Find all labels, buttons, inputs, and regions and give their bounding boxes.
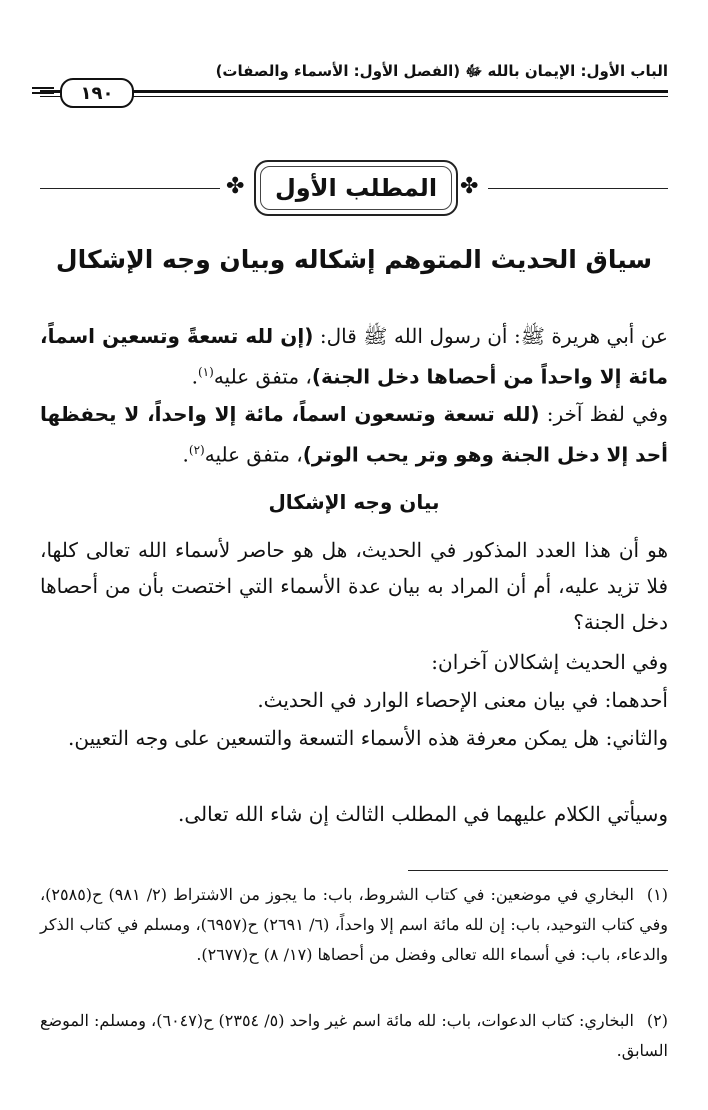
hadith-intro: وفي لفظ آخر: <box>539 402 668 426</box>
section-title: المطلب الأول <box>274 174 438 202</box>
hadith-reference: ، متفق عليه <box>204 442 303 467</box>
footnote-text: البخاري في موضعين: في كتاب الشروط، باب: ما يجوز من الاشتراط (٢/ ٩٨١) ح(٢٥٨٥)، وفي كتاب التوحيد، باب: إن لله مائة اسم إلا واحداً، (٦/ ٢٦٩١) ح(٦٩٥٧)، ومسلم في كتاب الذكر والدعاء، باب: في أسماء الله تعالى وفضل من أحصاها (١٧/ ٨) ح(٢٦٧٧). <box>40 885 669 964</box>
body-paragraph-3: أحدهما: في بيان معنى الإحصاء الوارد في الحديث. <box>257 688 668 712</box>
body-paragraph-4: والثاني: هل يمكن معرفة هذه الأسماء التسعة والتسعين على وجه التعيين. <box>67 726 668 750</box>
body-paragraph-5: وسيأتي الكلام عليهما في المطلب الثالث إن شاء الله تعالى. <box>177 802 668 826</box>
hadith-text: (إن لله تسعةً وتسعين اسماً، مائة إلا واحداً من أحصاها دخل الجنة) <box>40 324 668 389</box>
hadith-paragraph-1: عن أبي هريرة ﷺ: أن رسول الله ﷺ قال: (إن لله تسعةً وتسعين اسماً، مائة إلا واحداً من أحصاها دخل الجنة)، متفق عليه$^{(١)}$. <box>40 324 668 389</box>
body-paragraph-2: وفي الحديث إشكالان آخران: <box>431 650 668 674</box>
footnote-1 <box>40 880 668 970</box>
header-rule <box>40 90 668 97</box>
hadith-intro: عن أبي هريرة ﷺ: أن رسول الله ﷺ قال: <box>313 324 668 348</box>
body-paragraph-1: هو أن هذا العدد المذكور في الحديث، هل هو حاصر لأسماء الله تعالى كلها، فلا تزيد عليه، أم أن المراد به بيان عدة الأسماء التي اختصت بأن من أحصاها دخل الجنة؟ <box>40 538 668 634</box>
subheading: بيان وجه الإشكال <box>268 490 440 514</box>
section-rule-right <box>488 188 668 189</box>
footnote-marker[interactable]: (١) <box>197 365 214 379</box>
footnote-rule <box>408 870 668 871</box>
page-heading: سياق الحديث المتوهم إشكاله وبيان وجه الإشكال <box>55 245 653 274</box>
footnote-2 <box>40 1006 668 1066</box>
hadith-text: (لله تسعة وتسعون اسماً، مائة إلا واحداً، لا يحفظها أحد إلا دخل الجنة وهو وتر يحب الوتر) <box>40 402 668 467</box>
hadith-paragraph-2: وفي لفظ آخر: (لله تسعة وتسعون اسماً، مائة إلا واحداً، لا يحفظها أحد إلا دخل الجنة وهو وتر يحب الوتر)، متفق عليه$^{(٢)}$. <box>40 402 668 467</box>
section-heading <box>40 158 668 220</box>
page-number-dash <box>32 87 54 94</box>
hadith-reference: ، متفق عليه <box>213 364 312 389</box>
footnote-text: البخاري: كتاب الدعوات، باب: لله مائة اسم غير واحد (٥/ ٢٣٥٤) ح(٦٠٤٧)، ومسلم: الموضع السابق. <box>40 1011 668 1060</box>
running-header <box>40 56 668 104</box>
section-rule-left <box>40 188 220 189</box>
chapter-title: الباب الأول: الإيمان بالله ﷻ (الفصل الأول: الأسماء والصفات) <box>215 62 668 80</box>
footnote-marker[interactable]: (٢) <box>188 443 205 457</box>
page-number: ١٩٠ <box>60 78 134 108</box>
section-title-box <box>254 160 458 216</box>
ornament-icon: ✤ <box>226 174 245 199</box>
footnote-number: (٢) <box>646 1011 668 1030</box>
footnote-number: (١) <box>646 885 668 904</box>
ornament-icon: ✤ <box>460 174 479 199</box>
